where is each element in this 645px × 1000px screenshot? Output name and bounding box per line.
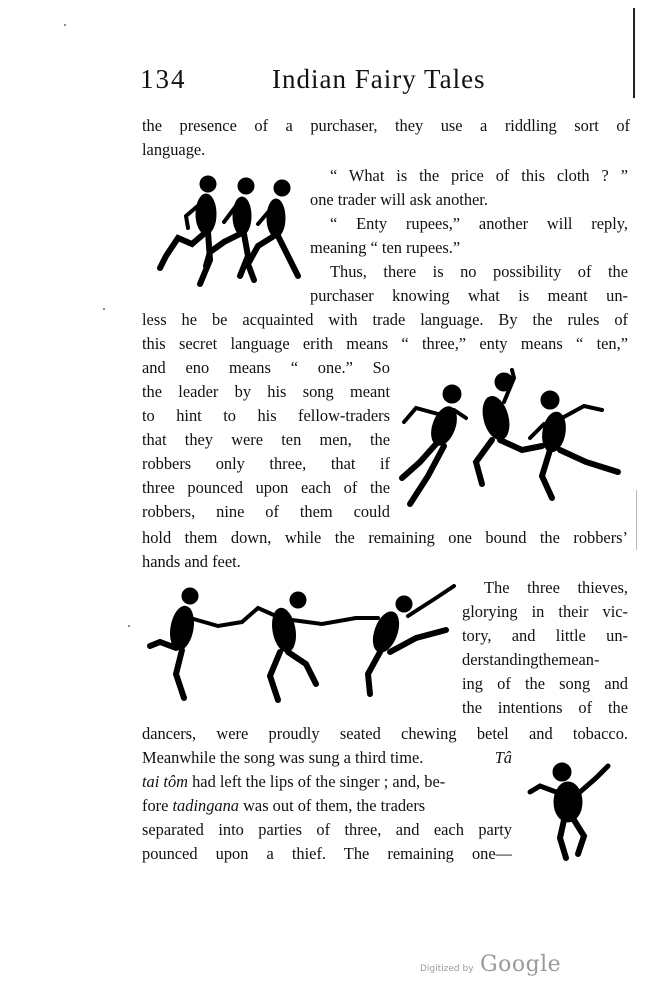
text-line: to hint to his fellow-traders [142,406,390,425]
running-title: Indian Fairy Tales [272,64,486,94]
text-line: hands and feet. [142,552,241,571]
single-dancer-illustration [526,758,618,864]
text-run: had left the lips of the singer ; and, be- [192,772,446,791]
text-line: the intentions of the [462,698,628,717]
three-linked-dancers-illustration [146,584,460,704]
text-line [142,746,512,770]
text-line: glorying in their vic- [462,602,628,621]
text-line: robbers only three, that if [142,454,390,473]
digitized-label: Digitized by [420,964,474,974]
italic-word: Tâ [494,748,512,767]
text-line [142,770,512,794]
text-line: ing of the song and [462,674,628,693]
text-line: tory, and little un- [462,626,628,645]
italic-word: tadingana [172,796,239,815]
text-line: The three thieves, [484,578,628,597]
text-line: derstandingthemean- [462,650,600,669]
text-line: the leader by his song meant [142,382,390,401]
scan-speck [64,24,66,26]
text-line: “ What is the price of this cloth ? ” [330,166,628,185]
text-line: “ Enty rupees,” another will reply, [330,214,628,233]
text-line: separated into parties of three, and each party [142,820,512,839]
silhouette-figure [526,758,618,864]
text-line: one trader will ask another. [310,190,488,209]
scan-speck [103,308,105,310]
page-header [140,64,630,104]
text-line: less he be acquainted with trade language. By the rules of [142,310,628,329]
text-line: and eno means “ one.” So [142,358,390,377]
text-run: fore [142,796,169,815]
silhouette-figures [146,584,460,704]
text-line: three pounced upon each of the [142,478,390,497]
text-line: purchaser knowing what is meant un- [310,286,628,305]
page-edge-line [633,8,635,98]
text-line: pounced upon a thief. The remaining one— [142,844,512,863]
three-leaping-dancers-illustration [392,366,628,516]
page-number: 134 [140,64,187,94]
text-line: the presence of a purchaser, they use a riddling sort of [142,116,630,135]
text-run: Meanwhile the song was sung a third time. [142,748,424,767]
text-run: was out of them, the traders [243,796,426,815]
page-edge-line [636,490,637,550]
scan-speck [128,625,130,627]
text-line: language. [142,140,206,159]
google-logo-text: Google [480,952,562,977]
text-line: hold them down, while the remaining one bound the robbers’ [142,528,628,547]
text-line [142,794,512,818]
text-line: dancers, were proudly seated chewing betel and tobacco. [142,724,628,743]
text-line: robbers, nine of them could [142,502,390,521]
silhouette-figures [148,172,306,294]
italic-word: tai tôm [142,772,188,791]
three-walking-figures-illustration [148,172,306,294]
text-line: that they were ten men, the [142,430,390,449]
text-line: Thus, there is no possibility of the [330,262,628,281]
text-line: meaning “ ten rupees.” [310,238,461,257]
text-line: this secret language erith means “ three,” enty means “ ten,” [142,334,628,353]
silhouette-figures [392,366,628,516]
